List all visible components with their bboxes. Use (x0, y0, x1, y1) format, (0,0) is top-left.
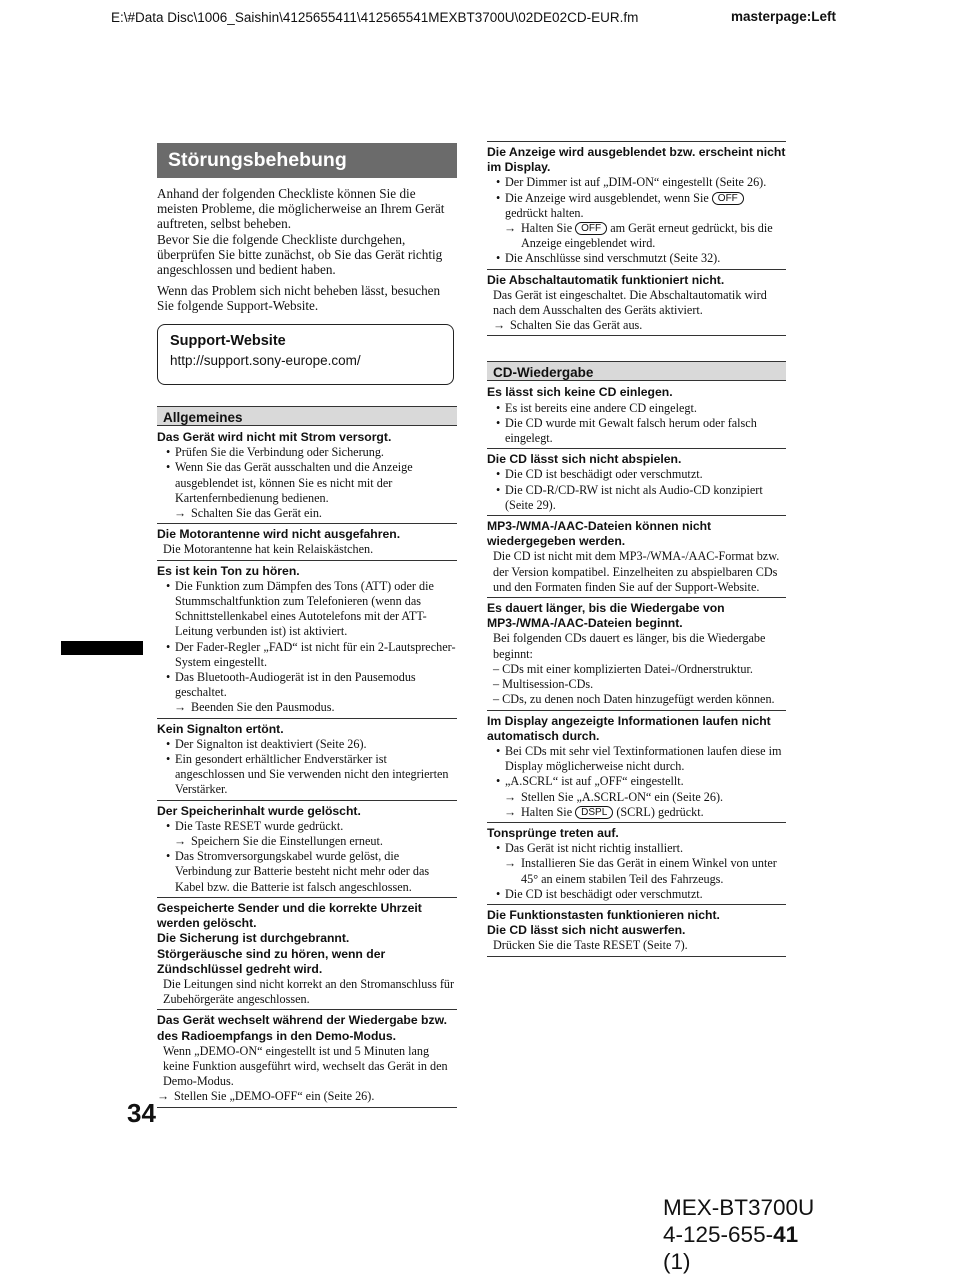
bullet-item: • Die CD wurde mit Gewalt falsch herum oder falsch eingelegt. (493, 416, 786, 446)
intro-paragraph-1: Anhand der folgenden Checkliste können Sie die meisten Probleme, die möglicherweise an Ihrem Gerät auftreten, selbst beheben. Bevor Sie die folgende Checkliste durchgehen, überprüfen Sie bitte zunächst, ob Sie das Gerät richtig angeschlossen und bedient haben. (157, 186, 445, 278)
problem-text: Bei folgenden CDs dauert es länger, bis die Wiedergabe beginnt: (493, 631, 766, 661)
problem-title: Der Speicherinhalt wurde gelöscht. (157, 803, 361, 818)
bullet-item: • Die CD-R/CD-RW ist nicht als Audio-CD konzipiert (Seite 29). (493, 483, 786, 513)
model-info (663, 1194, 823, 1275)
problem-item (487, 826, 786, 905)
model-number: MEX-BT3700U (663, 1195, 815, 1220)
remedy-item: → Speichern Sie die Einstellungen erneut. (157, 834, 457, 849)
problem-item (487, 601, 786, 710)
bullet-item: • Ein gesondert erhältlicher Endverstärker ist angeschlossen und Sie verwenden nicht den integrierten Verstärker. (163, 752, 457, 798)
part-number: 4-125-655-41 (1) (663, 1222, 799, 1274)
problem-text: Drücken Sie die Taste RESET (Seite 7). (493, 938, 688, 953)
bullet-item: • „A.SCRL“ ist auf „OFF“ eingestellt. (493, 774, 786, 789)
problem-text: Das Gerät ist eingeschaltet. Die Abschaltautomatik wird nach dem Ausschalten des Geräts aktiviert. (493, 287, 767, 318)
problem-item (157, 527, 457, 560)
remedy-item: → Schalten Sie das Gerät ein. (157, 506, 457, 521)
problem-title: Tonsprünge treten auf. (487, 825, 619, 840)
bullet-item: • Die Anzeige wird ausgeblendet, wenn Sie OFF gedrückt halten. (493, 191, 786, 221)
problem-title: Gespeicherte Sender und die korrekte Uhrzeit werden gelöscht. (157, 900, 422, 931)
page-title: Störungsbehebung (157, 143, 457, 178)
problem-item (487, 714, 786, 823)
bullet-item: • Die CD ist beschädigt oder verschmutzt. (493, 887, 786, 902)
remedy-item: → Beenden Sie den Pausmodus. (157, 700, 457, 715)
problem-title: Die Sicherung ist durchgebrannt. (157, 931, 350, 946)
bullet-item: • Die Anschlüsse sind verschmutzt (Seite 32). (493, 251, 786, 266)
problem-item (487, 519, 786, 598)
right-column (487, 141, 786, 960)
problem-title: MP3-/WMA-/AAC-Dateien können nicht wiedergegeben werden. (487, 519, 712, 549)
intro-paragraph-2: Wenn das Problem sich nicht beheben lässt, besuchen Sie folgende Support-Website. (157, 283, 441, 314)
masterpage-label: masterpage:Left (731, 9, 837, 24)
remedy-item: → Installieren Sie das Gerät in einem Winkel von unter 45° an einem stabilen Teil des Fahrzeugs. (487, 856, 786, 886)
problem-text: Die Motorantenne hat kein Relaiskästchen. (163, 542, 374, 557)
bullet-item: • Wenn Sie das Gerät ausschalten und die Anzeige ausgeblendet ist, können Sie es nicht mit der Kartenfernbedienung bedienen. (163, 460, 457, 506)
chapter-tab-marker (61, 641, 143, 655)
problem-title: Das Gerät wird nicht mit Strom versorgt. (157, 430, 392, 444)
problem-title: Die Anzeige wird ausgeblendet bzw. erscheint nicht im Display. (487, 145, 786, 175)
left-column (157, 406, 457, 1111)
remedy-item: → Stellen Sie „DEMO-OFF“ ein (Seite 26). (157, 1089, 457, 1104)
support-title: Support-Website (170, 333, 286, 349)
dash-item: – CDs mit einer komplizierten Datei-/Ordnerstruktur. (493, 661, 753, 676)
bullet-item: • Der Dimmer ist auf „DIM-ON“ eingestellt (Seite 26). (493, 175, 786, 190)
problem-item (157, 564, 457, 719)
remedy-item: → Stellen Sie „A.SCRL-ON“ ein (Seite 26). (487, 790, 786, 805)
problem-title: Das Gerät wechselt während der Wiedergabe bzw. des Radioempfangs in den Demo-Modus. (157, 1013, 447, 1043)
bullet-item: • Das Bluetooth-Audiogerät ist in den Pausemodus geschaltet. (163, 670, 457, 700)
off-button-icon: OFF (575, 222, 607, 235)
dspl-button-icon: DSPL (575, 806, 613, 819)
problem-title: Die CD lässt sich nicht auswerfen. (487, 923, 686, 938)
problem-item (157, 1013, 457, 1107)
problem-title: Die CD lässt sich nicht abspielen. (487, 452, 682, 467)
problem-text: Die Leitungen sind nicht korrekt an den Stromanschluss für Zubehörgeräte angeschlossen. (163, 976, 455, 1007)
support-url-link[interactable]: http://support.sony-europe.com/ (170, 353, 361, 368)
bullet-item: • Bei CDs mit sehr viel Textinformationen laufen diese im Display möglicherweise nicht durch. (493, 744, 786, 774)
bullet-item: • Prüfen Sie die Verbindung oder Sicherung. (163, 445, 457, 460)
problem-item (487, 385, 786, 449)
intro-text (157, 186, 457, 320)
remedy-item: → Schalten Sie das Gerät aus. (487, 318, 786, 333)
problem-text: Wenn „DEMO-ON“ eingestellt ist und 5 Minuten lang keine Funktion ausgeführt wird, wechselt das Gerät in den Demo-Modus. (163, 1043, 448, 1089)
problem-item (157, 901, 457, 1010)
problem-title: Es dauert länger, bis die Wiedergabe von MP3-/WMA-/AAC-Dateien beginnt. (487, 601, 725, 631)
problem-title: Störgeräusche sind zu hören, wenn der Zündschlüssel gedreht wird. (157, 946, 386, 976)
problem-item (487, 452, 786, 516)
bullet-item: • Das Stromversorgungskabel wurde gelöst, die Verbindung zur Batterie besteht nicht mehr oder das Kabel bzw. die Batterie ist falsch angeschlossen. (163, 849, 457, 895)
dash-item: – Multisession-CDs. (493, 677, 594, 692)
problem-title: Kein Signalton ertönt. (157, 721, 284, 736)
problem-item (157, 804, 457, 898)
problem-title: Im Display angezeigte Informationen laufen nicht automatisch durch. (487, 713, 771, 743)
problem-title: Es lässt sich keine CD einlegen. (487, 385, 673, 400)
support-website-box (157, 324, 454, 385)
section-heading-allgemeines: Allgemeines (157, 406, 457, 426)
file-path-header: E:\#Data Disc\1006_Saishin\4125655411\412565541MEXBT3700U\02DE02CD-EUR.fm (111, 10, 639, 25)
problem-title: Die Motorantenne wird nicht ausgefahren. (157, 527, 401, 542)
problem-item (157, 430, 457, 524)
problem-title: Die Abschaltautomatik funktioniert nicht. (487, 272, 725, 287)
section-heading-cd-wiedergabe: CD-Wiedergabe (487, 361, 786, 381)
problem-text: Die CD ist nicht mit dem MP3-/WMA-/AAC-Format bzw. der Version kompatibel. Einzelheiten zu abspielbaren CDs und den Formaten finden Sie auf der Support-Website. (493, 549, 780, 594)
problem-item (487, 273, 786, 337)
remedy-item: → Halten Sie OFF am Gerät erneut gedrückt, bis die Anzeige eingeblendet wird. (487, 221, 786, 251)
problem-title: Die Funktionstasten funktionieren nicht. (487, 907, 720, 922)
problem-title: Es ist kein Ton zu hören. (157, 563, 300, 578)
bullet-item: • Es ist bereits eine andere CD eingelegt. (493, 401, 786, 416)
problem-item (487, 141, 786, 270)
bullet-item: • Der Signalton ist deaktiviert (Seite 26). (163, 737, 457, 752)
off-button-icon: OFF (712, 192, 744, 205)
problem-item (157, 722, 457, 801)
bullet-item: • Die Taste RESET wurde gedrückt. (163, 819, 457, 834)
page-number: 34 (127, 1098, 156, 1128)
bullet-item: • Die Funktion zum Dämpfen des Tons (ATT) oder die Stummschaltfunktion zum Telefonieren (wenn das Schnittstellenkabel eines Autotelefons mit der ATT-Leitung verbunden ist) ist aktiviert. (163, 579, 457, 640)
bullet-item: • Die CD ist beschädigt oder verschmutzt. (493, 467, 786, 482)
problem-item (487, 908, 786, 957)
remedy-item: → Halten Sie DSPL (SCRL) gedrückt. (487, 805, 786, 820)
dash-item: – CDs, zu denen noch Daten hinzugefügt werden können. (493, 692, 775, 707)
bullet-item: • Der Fader-Regler „FAD“ ist nicht für ein 2-Lautsprecher-System eingestellt. (163, 640, 457, 670)
bullet-item: • Das Gerät ist nicht richtig installiert. (493, 841, 786, 856)
